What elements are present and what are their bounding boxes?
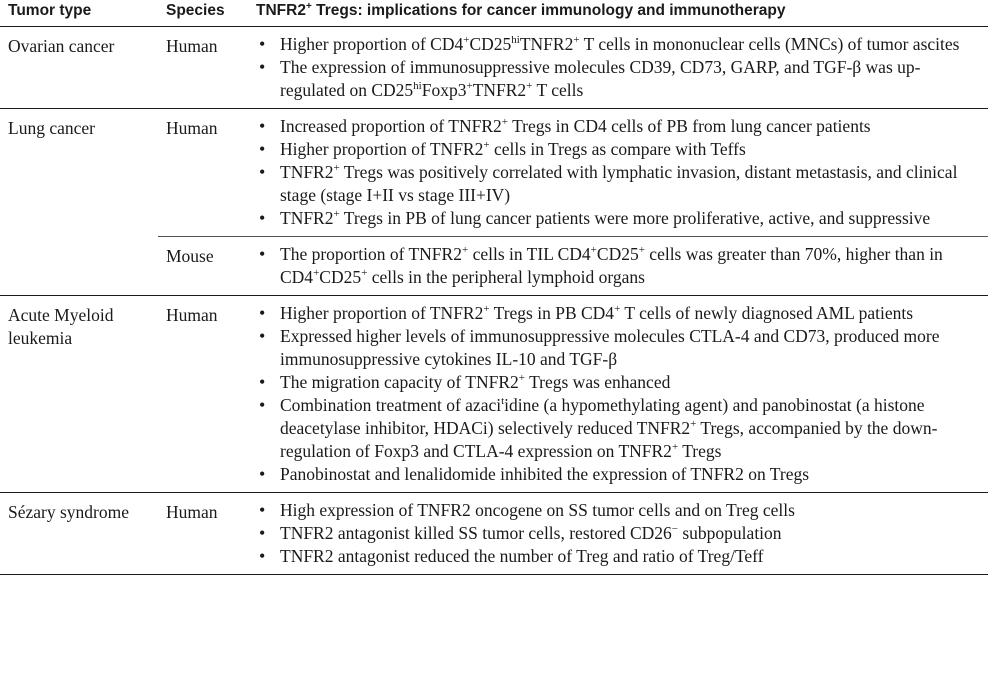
list-item: • Higher proportion of TNFR2+ Tregs in PB CD4+ T cells of newly diagnosed AML patients [256,302,980,325]
species-cell: Human [158,27,248,109]
implications-cell [248,296,988,493]
tumor-type-cell: Acute Myeloid leukemia [0,296,158,493]
list-item: • Higher proportion of TNFR2+ cells in Tregs as compare with Teffs [256,138,980,161]
header-implications: TNFR2+ Tregs: implications for cancer immunology and immunotherapy [248,0,988,27]
implications-cell [248,237,988,296]
list-item: • The migration capacity of TNFR2+ Tregs was enhanced [256,371,980,394]
header-row [0,0,988,27]
table-row [0,493,988,575]
tumor-type-cell: Sézary syndrome [0,493,158,575]
table-row [0,109,988,237]
list-item: • TNFR2 antagonist reduced the number of Treg and ratio of Treg/Teff [256,545,980,568]
implications-cell [248,493,988,575]
list-item: • Expressed higher levels of immunosuppressive molecules CTLA-4 and CD73, produced more immunosuppressive cytokines IL-10 and TGF-β [256,325,980,371]
table-row [0,296,988,493]
implications-cell [248,109,988,237]
list-item: • The expression of immunosuppressive molecules CD39, CD73, GARP, and TGF-β was up-regulated on $CD25^{hi}Foxp3^+TNFR2^+$ T cells [256,56,980,102]
list-item: • TNFR2+ Tregs in PB of lung cancer patients were more proliferative, active, and suppressive [256,207,980,230]
list-item: • Increased proportion of TNFR2+ Tregs in CD4 cells of PB from lung cancer patients [256,115,980,138]
header-tumor-type: Tumor type [0,0,158,27]
species-cell: Human [158,109,248,237]
list-item: • Higher proportion of $CD4^+CD25^{hi}TNFR2^+$ T cells in mononuclear cells (MNCs) of tumor ascites [256,33,980,56]
species-cell: Human [158,296,248,493]
tumor-type-cell: Lung cancer [0,109,158,296]
list-item: • The proportion of TNFR2+ cells in TIL CD4+CD25+ cells was greater than 70%, higher than in CD4+CD25+ cells in the peripheral lymphoid organs [256,243,980,289]
list-item: • TNFR2+ Tregs was positively correlated with lymphatic invasion, distant metastasis, and clinical stage (stage I+II vs stage III+IV) [256,161,980,207]
list-item: • Combination treatment of azaci$^t$idine (a hypomethylating agent) and panobinostat (a histone deacetylase inhibitor, HDACi) selectively reduced TNFR2+ Tregs, accompanied by the down-regulation of Foxp3 and CTLA-4 expression on TNFR2+ Tregs [256,394,980,463]
tumor-type-cell: Ovarian cancer [0,27,158,109]
list-item: • TNFR2 antagonist killed SS tumor cells, restored CD26− subpopulation [256,522,980,545]
table-row [0,27,988,109]
implications-cell [248,27,988,109]
species-cell: Human [158,493,248,575]
species-cell: Mouse [158,237,248,296]
list-item: • Panobinostat and lenalidomide inhibited the expression of TNFR2 on Tregs [256,463,980,486]
list-item: • High expression of TNFR2 oncogene on SS tumor cells and on Treg cells [256,499,980,522]
header-species: Species [158,0,248,27]
